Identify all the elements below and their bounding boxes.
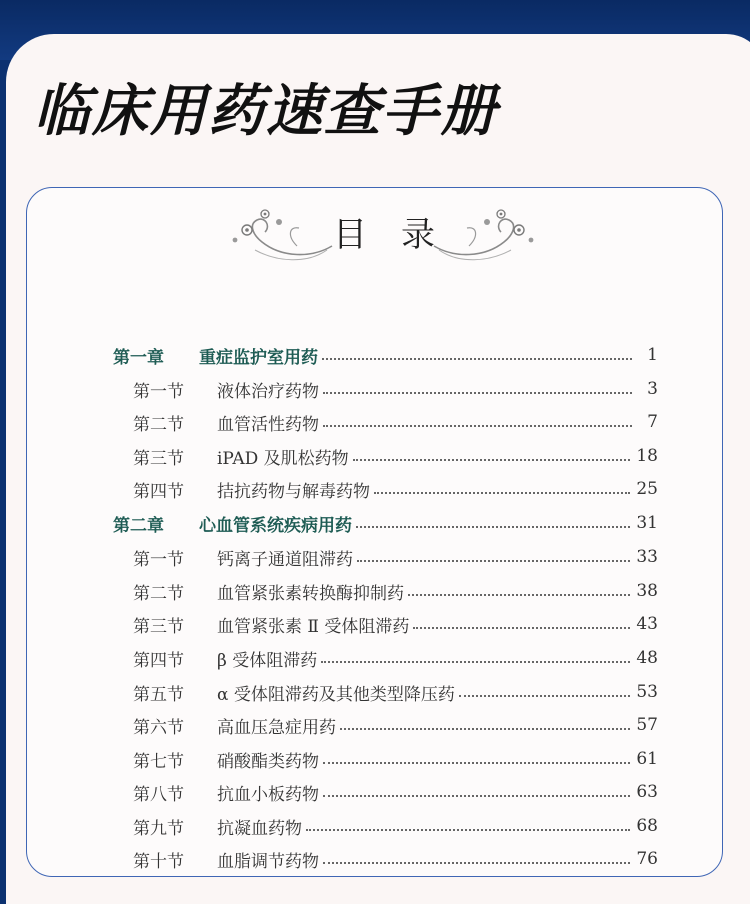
toc-page-number: 76 <box>636 849 658 869</box>
toc-page-number: 53 <box>636 682 658 702</box>
toc-section-number: 第十节 <box>133 851 184 872</box>
toc-section-row <box>133 811 658 841</box>
toc-section-title: 高血压急症用药 <box>217 717 336 738</box>
toc-section-title: 血管活性药物 <box>217 414 319 435</box>
toc-heading: 目录 <box>333 215 469 255</box>
toc-leader-dots <box>408 590 630 596</box>
toc-section-row <box>133 643 658 673</box>
toc-page-number: 3 <box>647 379 658 399</box>
toc-page-number: 7 <box>647 412 658 432</box>
toc-section-number: 第四节 <box>133 650 184 671</box>
floral-ornament-icon <box>227 206 337 266</box>
toc-section-title: α 受体阻滞药及其他类型降压药 <box>217 684 455 705</box>
toc-chapter-number: 第二章 <box>113 515 164 536</box>
banner-title: 临床用药速查手册 <box>34 79 498 144</box>
toc-section-number: 第四节 <box>133 481 184 502</box>
toc-section-title: iPAD 及肌松药物 <box>217 448 349 469</box>
toc-section-title: 拮抗药物与解毒药物 <box>217 481 370 502</box>
toc-chapter-number: 第一章 <box>113 347 164 368</box>
toc-page-number: 57 <box>636 715 658 735</box>
toc-section-title: 硝酸酯类药物 <box>217 751 319 772</box>
toc-section-title: 液体治疗药物 <box>217 381 319 402</box>
toc-leader-dots <box>323 791 630 797</box>
toc-leader-dots <box>357 556 630 562</box>
toc-leader-dots <box>322 354 632 360</box>
toc-section-row <box>133 542 658 572</box>
toc-section-row <box>133 609 658 639</box>
toc-page-number: 18 <box>636 446 658 466</box>
toc-section-title: 血管紧张素转换酶抑制药 <box>217 583 404 604</box>
toc-section-row <box>133 374 658 404</box>
toc-section-row <box>133 844 658 874</box>
toc-section-title: 血管紧张素 Ⅱ 受体阻滞药 <box>217 616 410 637</box>
toc-section-number: 第一节 <box>133 381 184 402</box>
toc-section-number: 第八节 <box>133 784 184 805</box>
toc-section-number: 第六节 <box>133 717 184 738</box>
toc-section-row <box>133 710 658 740</box>
toc-section-row <box>133 677 658 707</box>
toc-section-row <box>133 407 658 437</box>
toc-page-number: 63 <box>636 782 658 802</box>
toc-section-number: 第三节 <box>133 448 184 469</box>
toc-section-number: 第九节 <box>133 818 184 839</box>
toc-page-number: 1 <box>647 345 658 365</box>
toc-chapter-title: 重症监护室用药 <box>199 347 318 368</box>
toc-section-number: 第七节 <box>133 751 184 772</box>
toc-section-row <box>133 744 658 774</box>
toc-section-number: 第五节 <box>133 684 184 705</box>
toc-section-title: 抗凝血药物 <box>217 818 302 839</box>
toc-page-number: 61 <box>636 749 658 769</box>
toc-leader-dots <box>459 691 630 697</box>
toc-leader-dots <box>323 421 632 427</box>
toc-leader-dots <box>340 724 630 730</box>
toc-page-number: 68 <box>636 816 658 836</box>
toc-leader-dots <box>413 623 630 629</box>
toc-leader-dots <box>306 825 630 831</box>
toc-section-title: β 受体阻滞药 <box>217 650 318 671</box>
toc-leader-dots <box>321 657 630 663</box>
toc-section-title: 抗血小板药物 <box>217 784 319 805</box>
floral-ornament-icon <box>429 206 539 266</box>
toc-page-number: 43 <box>636 614 658 634</box>
toc-section-row <box>133 777 658 807</box>
toc-page-number: 38 <box>636 581 658 601</box>
toc-page-number: 33 <box>636 547 658 567</box>
toc-chapter-title: 心血管系统疾病用药 <box>199 515 352 536</box>
toc-section-row <box>133 441 658 471</box>
toc-section-number: 第一节 <box>133 549 184 570</box>
toc-leader-dots <box>323 388 632 394</box>
toc-section-number: 第二节 <box>133 414 184 435</box>
toc-chapter-row <box>113 340 658 370</box>
toc-box <box>26 187 723 877</box>
toc-section-number: 第二节 <box>133 583 184 604</box>
toc-section-title: 血脂调节药物 <box>217 851 319 872</box>
toc-page-number: 48 <box>636 648 658 668</box>
toc-leader-dots <box>323 758 630 764</box>
toc-leader-dots <box>323 858 630 864</box>
toc-leader-dots <box>356 522 630 528</box>
toc-section-number: 第三节 <box>133 616 184 637</box>
toc-section-title: 钙离子通道阻滞药 <box>217 549 353 570</box>
toc-leader-dots <box>353 455 631 461</box>
toc-page-number: 25 <box>636 479 658 499</box>
toc-chapter-row <box>113 508 658 538</box>
toc-section-row <box>133 576 658 606</box>
toc-section-row <box>133 474 658 504</box>
toc-page-number: 31 <box>636 513 658 533</box>
toc-leader-dots <box>374 488 630 494</box>
